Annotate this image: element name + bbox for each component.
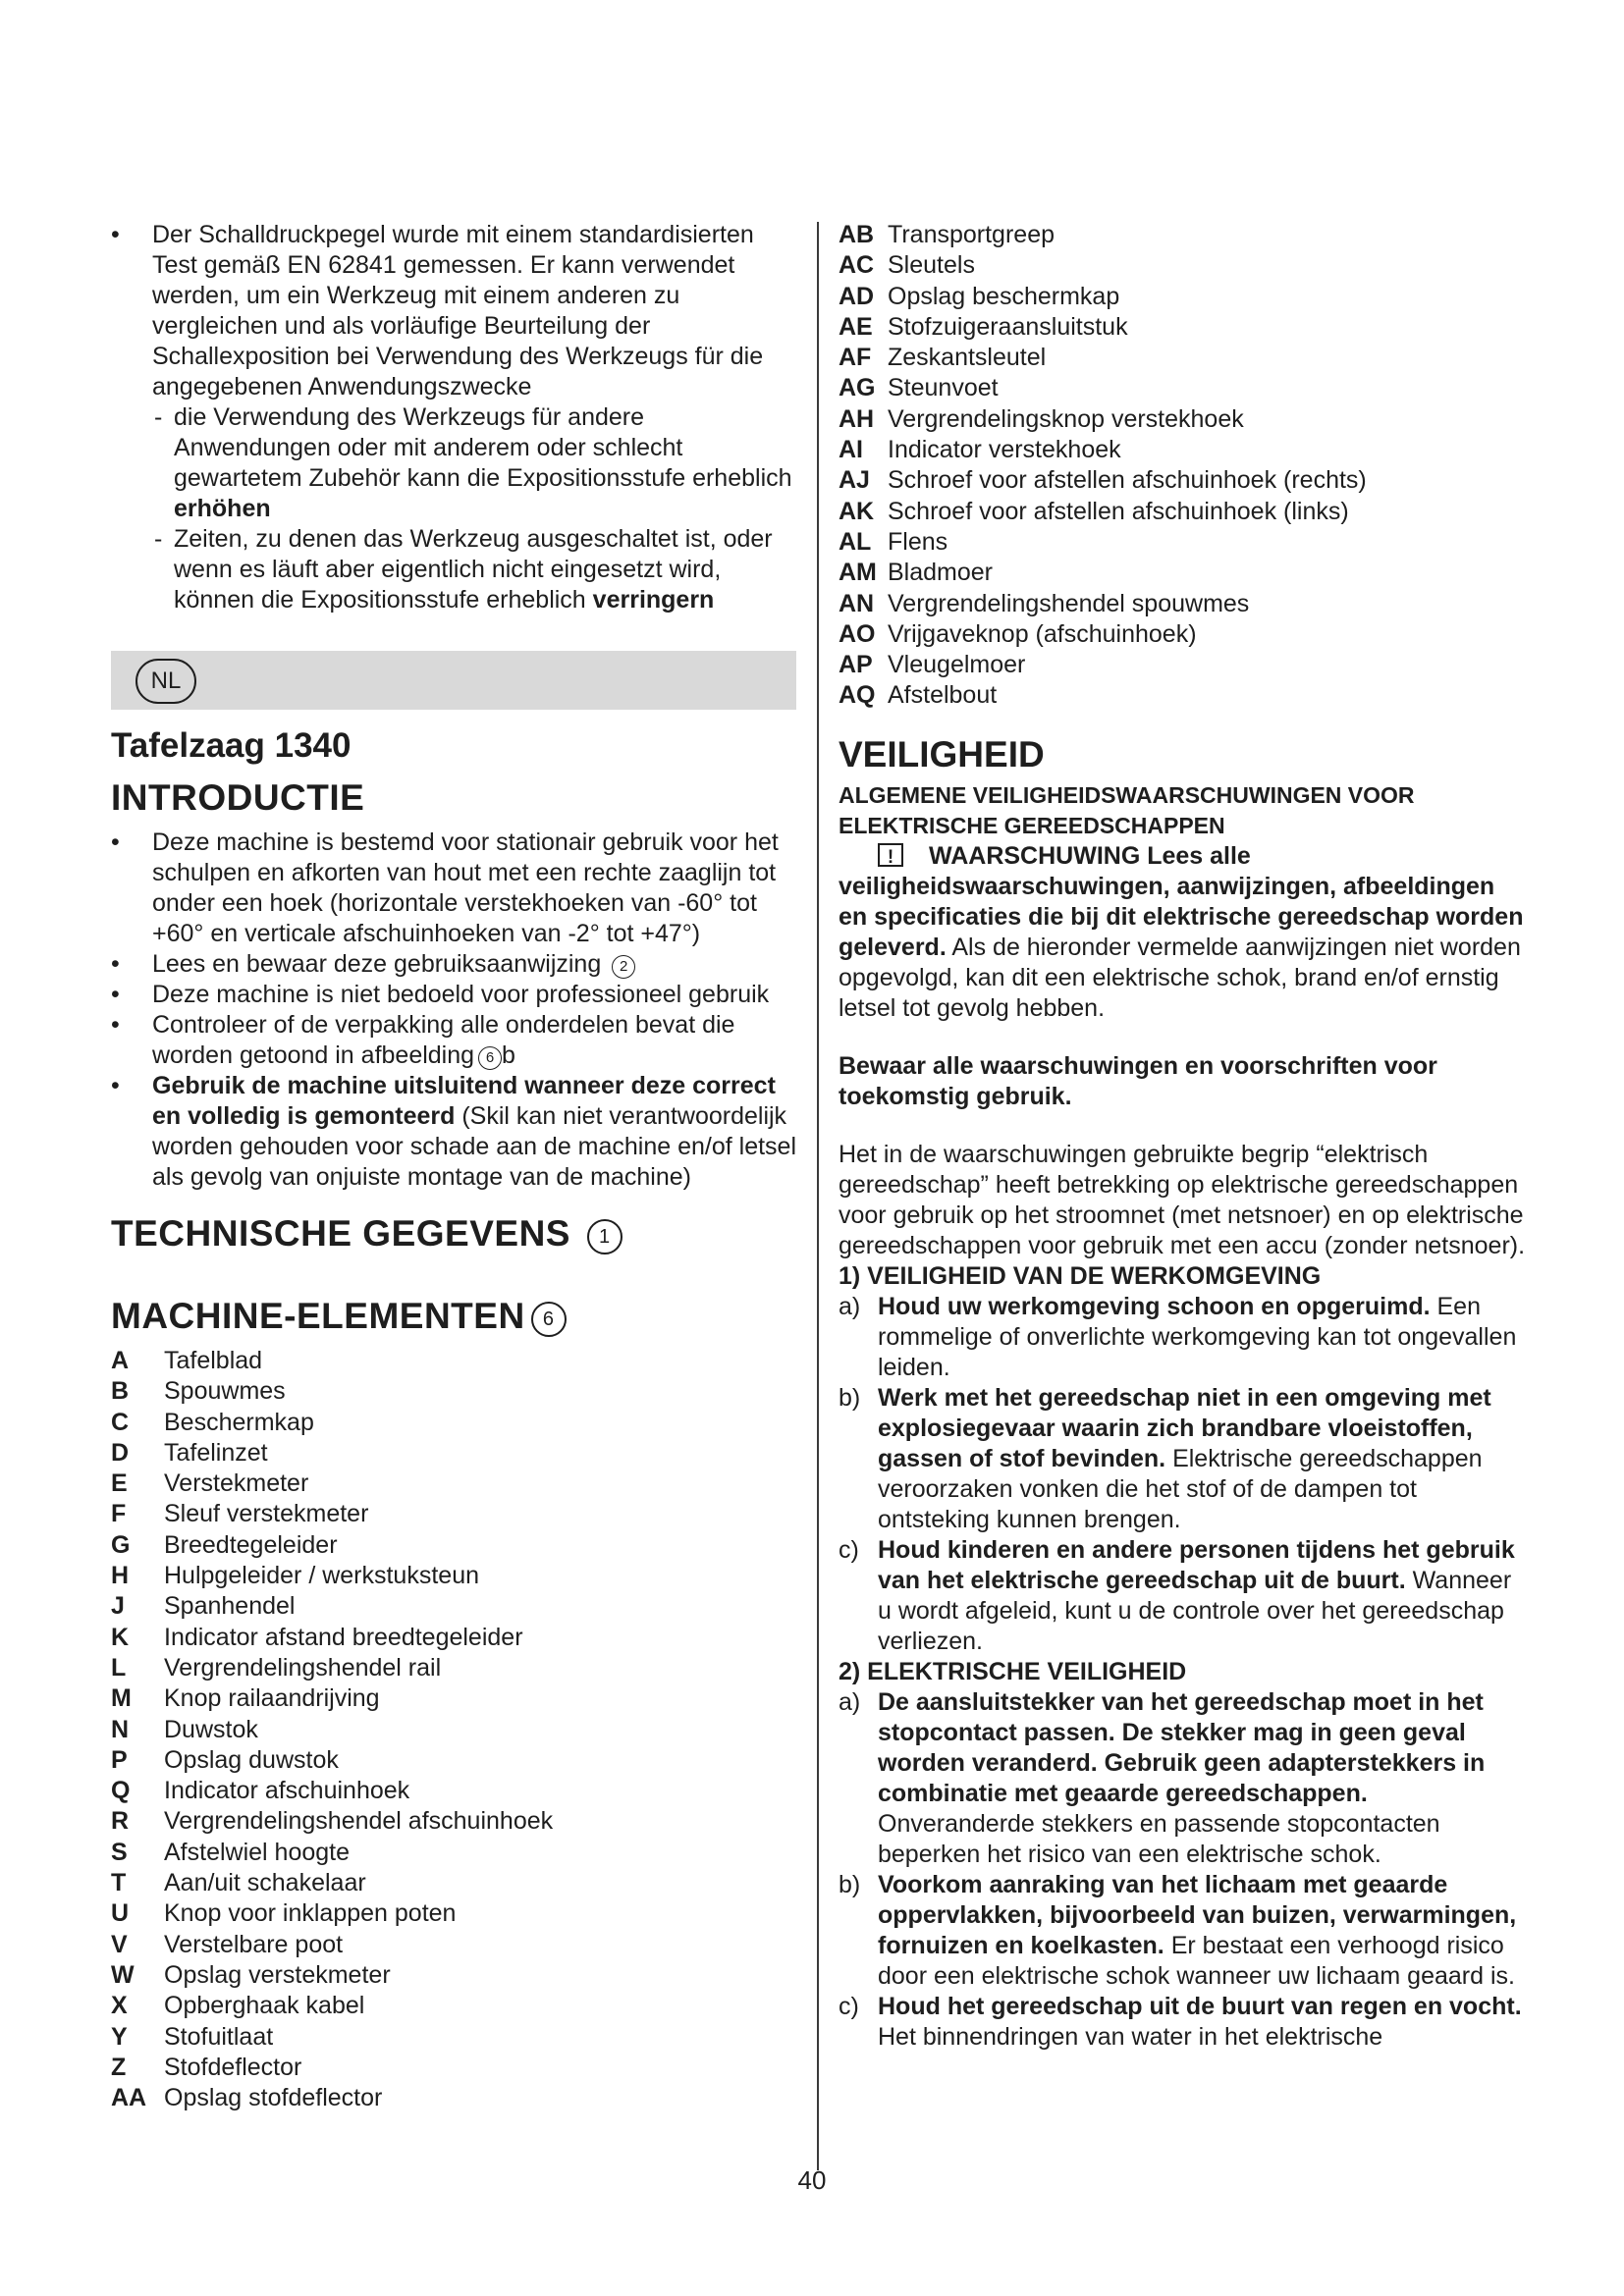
part-key: AO	[839, 619, 876, 648]
part-key: D	[111, 1438, 130, 1467]
part-item	[111, 1468, 798, 1499]
left-column	[111, 220, 798, 2113]
part-label: Spouwmes	[164, 1377, 286, 1406]
part-item	[111, 2083, 798, 2113]
part-item	[839, 527, 1526, 558]
section-1-item-b: b) Werk met het gereedschap niet in een omgeving met explosiegevaar waarin zich brandbare vloeistoffen, gassen of stof bevinden. Elektrische gereedschappen veroorzaken vonken die het stof of de dampen tot ontsteking kunnen brengen.	[839, 1383, 1491, 1533]
part-item	[111, 1623, 798, 1653]
part-label: Spanhendel	[164, 1592, 296, 1621]
part-key: Z	[111, 2053, 127, 2081]
part-key: C	[111, 1408, 130, 1436]
part-label: Vergrendelingshendel afschuinhoek	[164, 1807, 554, 1836]
part-key: X	[111, 1992, 128, 2020]
part-item	[839, 220, 1526, 250]
part-item	[839, 680, 1526, 711]
part-label: Vergrendelingsknop verstekhoek	[888, 404, 1244, 433]
part-item	[111, 1530, 798, 1561]
part-label: Bladmoer	[888, 559, 993, 587]
machine-heading: MACHINE-ELEMENTEN 6	[111, 1295, 798, 1338]
part-item	[839, 650, 1526, 680]
part-key: AP	[839, 651, 873, 679]
intro-bullet-3: • Deze machine is niet bedoeld voor professioneel gebruik	[111, 980, 798, 1010]
part-label: Stofuitlaat	[164, 2022, 274, 2051]
part-item	[839, 558, 1526, 588]
part-key: AI	[839, 436, 863, 464]
part-key: H	[111, 1562, 130, 1590]
part-key: S	[111, 1838, 128, 1866]
tech-figure-ref: 1	[587, 1219, 623, 1255]
section-2-item-c: c) Houd het gereedschap uit de buurt van regen en vocht. Het binnendringen van water in het elektrische	[839, 1992, 1522, 2051]
part-label: Verstelbare poot	[164, 1930, 344, 1958]
part-key: E	[111, 1469, 128, 1498]
part-item	[111, 1438, 798, 1468]
part-item	[111, 2022, 798, 2053]
page-number: 40	[797, 2165, 827, 2195]
part-key: P	[111, 1745, 128, 1774]
part-key: AG	[839, 374, 876, 402]
right-column	[839, 220, 1526, 2053]
part-label: Knop railaandrijving	[164, 1684, 380, 1713]
part-key: AC	[839, 251, 875, 280]
part-key: AN	[839, 589, 875, 617]
part-label: Knop voor inklappen poten	[164, 1899, 457, 1928]
part-item	[111, 1898, 798, 1929]
noise-bullet: • Der Schalldruckpegel wurde mit einem standardisierten Test gemäß EN 62841 gemessen. Er kann verwendet werden, um ein Werkzeug mit einem anderen zu vergleichen und als vorläufige Beurteilung der Schallexposition bei Verwendung des Werkzeugs für die angegebenen Anwendungszwecke	[111, 220, 798, 402]
part-label: Vergrendelingshendel rail	[164, 1653, 442, 1682]
part-item	[111, 1408, 798, 1438]
part-item	[839, 343, 1526, 373]
part-key: T	[111, 1869, 127, 1897]
part-item	[111, 1868, 798, 1898]
part-label: Zeskantsleutel	[888, 344, 1047, 372]
part-item	[111, 1591, 798, 1622]
part-key: AB	[839, 221, 875, 248]
part-label: Duwstok	[164, 1715, 258, 1743]
part-key: W	[111, 1960, 135, 1989]
intro-bullet-2: • Lees en bewaar deze gebruiksaanwijzing 2	[111, 949, 798, 980]
part-item	[111, 1561, 798, 1591]
part-key: AA	[111, 2084, 147, 2112]
part-item	[839, 589, 1526, 619]
part-label: Opslag stofdeflector	[164, 2084, 383, 2112]
column-divider	[817, 222, 819, 2170]
section-2-item-a: a) De aansluitstekker van het gereedschap moet in het stopcontact passen. De stekker mag in geen geval worden veranderd. Gebruik geen adapterstekkers in combinatie met geaarde gereedschappen. Onveranderde stekkers en passende stopcontacten beperken het risico van een elektrische schok.	[839, 1687, 1486, 1868]
part-key: U	[111, 1899, 130, 1928]
general-safety-heading: ALGEMENE VEILIGHEIDSWAARSCHUWINGEN VOOR ELEKTRISCHE GEREEDSCHAPPEN	[839, 781, 1415, 838]
part-item	[111, 1745, 798, 1776]
part-key: M	[111, 1684, 132, 1713]
part-label: Afstelbout	[888, 681, 998, 710]
part-key: L	[111, 1653, 127, 1682]
part-item	[111, 1806, 798, 1837]
part-label: Breedtegeleider	[164, 1530, 338, 1559]
part-item	[839, 619, 1526, 650]
part-key: Q	[111, 1777, 131, 1805]
part-label: Sleuf verstekmeter	[164, 1500, 369, 1528]
part-key: R	[111, 1807, 130, 1836]
figure-ref-2: 2	[612, 955, 635, 979]
part-label: Sleutels	[888, 251, 975, 280]
part-label: Schroef voor afstellen afschuinhoek (rechts)	[888, 466, 1367, 495]
part-key: A	[111, 1347, 130, 1374]
part-label: Tafelblad	[164, 1347, 263, 1374]
part-item	[839, 312, 1526, 343]
parts-list-right	[839, 220, 1526, 712]
figure-ref-6: 6	[478, 1046, 502, 1070]
part-key: F	[111, 1500, 127, 1528]
definition-paragraph: Het in de waarschuwingen gebruikte begrip “elektrisch gereedschap” heeft betrekking op elektrische gereedschappen voor gebruik op het stroomnet (met netsnoer) en op elektrische gereedschappen voor gebruik met een accu (zonder netsnoer).	[839, 1140, 1526, 1259]
part-item	[111, 1715, 798, 1745]
part-key: AM	[839, 559, 877, 587]
part-item	[839, 465, 1526, 496]
intro-heading: INTRODUCTIE	[111, 777, 365, 818]
part-label: Opslag verstekmeter	[164, 1960, 391, 1989]
part-item	[111, 1960, 798, 1991]
intro-bullet-4: • Controleer of de verpakking alle onderdelen bevat die worden getoond in afbeelding 6 b	[111, 1010, 798, 1071]
part-key: AE	[839, 312, 873, 341]
part-label: Steunvoet	[888, 374, 999, 402]
part-item	[839, 404, 1526, 435]
part-item	[839, 435, 1526, 465]
part-item	[839, 282, 1526, 312]
part-label: Indicator afstand breedtegeleider	[164, 1623, 523, 1651]
part-key: K	[111, 1623, 130, 1651]
part-key: AJ	[839, 466, 870, 495]
part-label: Beschermkap	[164, 1408, 314, 1436]
part-item	[839, 373, 1526, 403]
intro-bullet-5: • Gebruik de machine uitsluitend wanneer deze correct en volledig is gemonteerd (Skil kan niet verantwoordelijk worden gehouden voor schade aan de machine en/of letsel als gevolg van onjuiste montage van de machine)	[111, 1071, 798, 1193]
section-1-title: 1) VEILIGHEID VAN DE WERKOMGEVING	[839, 1261, 1322, 1290]
part-label: Schroef voor afstellen afschuinhoek (links)	[888, 497, 1349, 525]
part-key: AF	[839, 344, 872, 372]
warning-paragraph: !WAARSCHUWING Lees alle veiligheidswaarschuwingen, aanwijzingen, afbeeldingen en specificaties die bij dit elektrische gereedschap worden geleverd. Als de hieronder vermelde aanwijzingen niet worden opgevolgd, kan dit een elektrische schok, brand en/of ernstig letsel tot gevolg hebben.	[839, 841, 1526, 1024]
part-label: Opberghaak kabel	[164, 1992, 365, 2020]
part-item	[839, 250, 1526, 281]
part-label: Afstelwiel hoogte	[164, 1838, 351, 1866]
part-label: Verstekmeter	[164, 1469, 309, 1498]
part-key: AQ	[839, 681, 876, 710]
part-label: Indicator verstekhoek	[888, 436, 1121, 464]
language-badge: NL	[135, 659, 196, 704]
section-2-title: 2) ELEKTRISCHE VEILIGHEID	[839, 1657, 1187, 1685]
part-label: Vergrendelingshendel spouwmes	[888, 589, 1250, 617]
keep-notice: Bewaar alle waarschuwingen en voorschriften voor toekomstig gebruik.	[839, 1051, 1437, 1110]
part-label: Indicator afschuinhoek	[164, 1777, 410, 1805]
part-key: AK	[839, 497, 875, 525]
part-key: AH	[839, 404, 875, 433]
part-label: Stofdeflector	[164, 2053, 302, 2081]
noise-sub-bullet-2: - Zeiten, zu denen das Werkzeug ausgeschaltet ist, oder wenn es läuft aber eigentlich nicht eingesetzt wird, können die Expositionsstufe erheblich verringern	[111, 524, 798, 615]
part-key: AL	[839, 527, 872, 556]
tech-heading: TECHNISCHE GEGEVENS 1	[111, 1212, 798, 1255]
part-item	[111, 1930, 798, 1960]
part-key: B	[111, 1377, 130, 1406]
language-bar	[111, 651, 796, 710]
section-1-item-c: c) Houd kinderen en andere personen tijdens het gebruik van het elektrische gereedschap uit de buurt. Wanneer u wordt afgeleid, kunt u de controle over het gereedschap verliezen.	[839, 1535, 1515, 1655]
part-key: V	[111, 1930, 128, 1958]
section-1-item-a: a) Houd uw werkomgeving schoon en opgeruimd. Een rommelige of onverlichte werkomgeving kan tot ongevallen leiden.	[839, 1292, 1517, 1381]
part-key: Y	[111, 2022, 128, 2051]
part-item	[111, 1838, 798, 1868]
part-label: Tafelinzet	[164, 1438, 268, 1467]
model-title: Tafelzaag 1340	[111, 726, 352, 765]
part-key: N	[111, 1715, 130, 1743]
part-item	[111, 1776, 798, 1806]
section-2-item-b: b) Voorkom aanraking van het lichaam met geaarde oppervlakken, bijvoorbeeld van buizen, verwarmingen, fornuizen en koelkasten. Er bestaat een verhoogd risico door een elektrische schok wanneer uw lichaam geaard is.	[839, 1870, 1517, 1990]
part-label: Hulpgeleider / werkstuksteun	[164, 1562, 479, 1590]
part-item	[839, 497, 1526, 527]
part-item	[111, 1991, 798, 2021]
part-key: G	[111, 1530, 131, 1559]
part-key: J	[111, 1592, 125, 1621]
part-item	[111, 1376, 798, 1407]
part-label: Opslag beschermkap	[888, 282, 1120, 310]
noise-sub-bullet-1: - die Verwendung des Werkzeugs für andere Anwendungen oder mit anderem oder schlecht gewartetem Zubehör kann die Expositionsstufe erheblich erhöhen	[111, 402, 798, 524]
part-label: Vrijgaveknop (afschuinhoek)	[888, 619, 1197, 648]
part-item	[111, 1499, 798, 1529]
parts-list-left	[111, 1346, 798, 2113]
part-item	[111, 2053, 798, 2083]
part-label: Flens	[888, 527, 948, 556]
part-label: Stofzuigeraansluitstuk	[888, 312, 1128, 341]
part-label: Aan/uit schakelaar	[164, 1869, 366, 1897]
part-label: Opslag duwstok	[164, 1745, 339, 1774]
part-label: Transportgreep	[888, 221, 1055, 248]
intro-bullet-1: • Deze machine is bestemd voor stationair gebruik voor het schulpen en afkorten van hout met een rechte zaaglijn tot onder een hoek (horizontale verstekhoeken van -60° tot +60° en verticale afschuinhoeken van -2° tot +47°)	[111, 828, 798, 949]
part-item	[111, 1653, 798, 1683]
safety-heading: VEILIGHEID	[839, 733, 1045, 774]
part-label: Vleugelmoer	[888, 651, 1026, 679]
part-item	[111, 1346, 798, 1376]
part-item	[111, 1683, 798, 1714]
warning-icon	[878, 843, 903, 867]
part-key: AD	[839, 282, 875, 310]
machine-figure-ref: 6	[531, 1302, 567, 1337]
